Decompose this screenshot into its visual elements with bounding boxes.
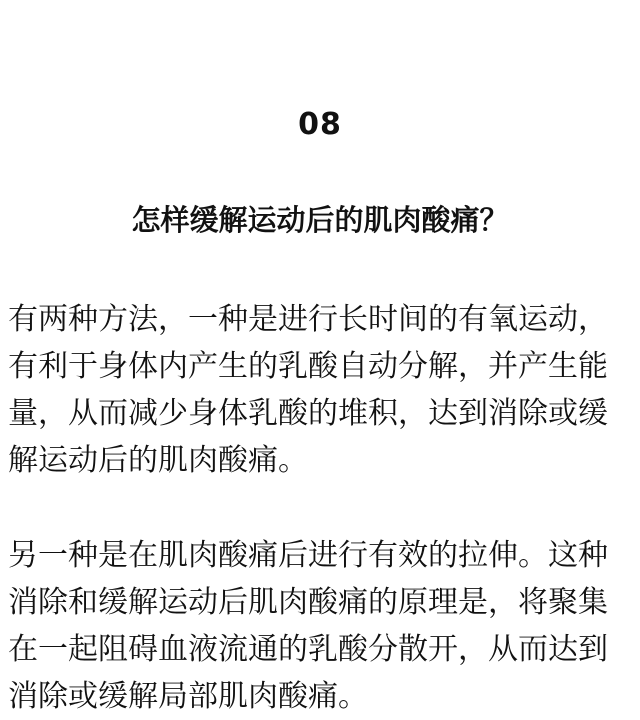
section-number: 08 (298, 107, 342, 142)
section-heading: 怎样缓解运动后的肌肉酸痛？ (131, 203, 509, 237)
paragraph-2: 另一种是在肌肉酸痛后进行有效的拉伸。这种消除和缓解运动后肌肉酸痛的原理是，将聚集在一起阻碍血液流通的乳酸分散开，从而达到消除或缓解局部肌肉酸痛。 (8, 538, 608, 714)
paragraph-1: 有两种方法，一种是进行长时间的有氧运动，有利于身体内产生的乳酸自动分解，并产生能量，从而减少身体乳酸的堆积，达到消除或缓解运动后的肌肉酸痛。 (8, 302, 608, 478)
